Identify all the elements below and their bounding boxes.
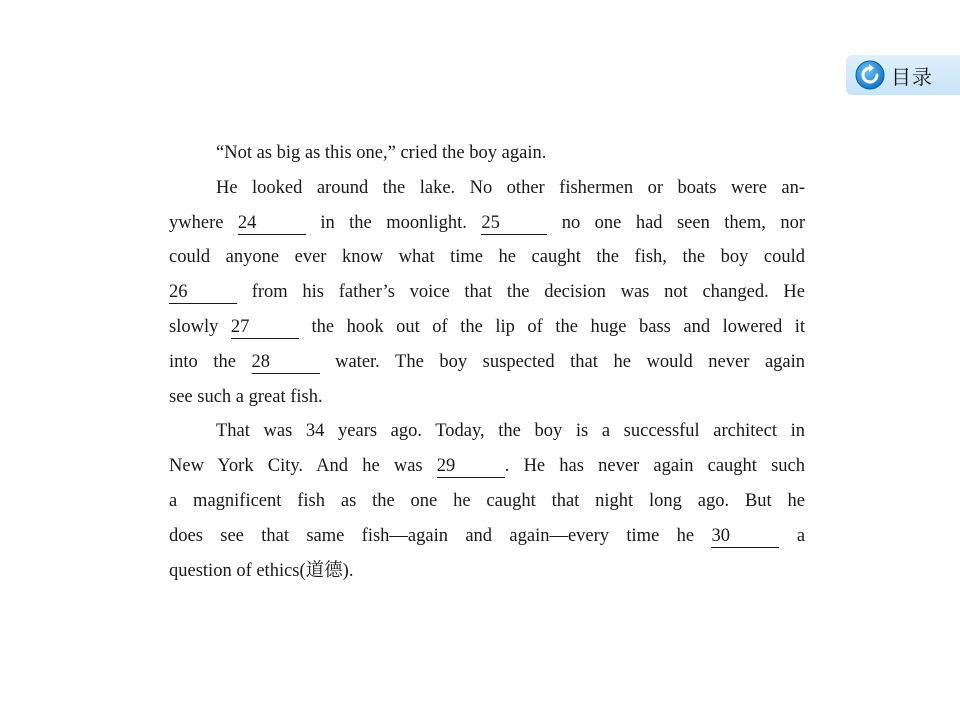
blank-24: 24 <box>238 212 306 235</box>
line-text: question of ethics(道德). <box>169 560 354 581</box>
line-text: in the moonlight. <box>320 212 467 233</box>
toc-button[interactable] <box>846 55 960 95</box>
passage-line <box>169 449 805 484</box>
line-text: . He has never again caught such <box>504 456 805 477</box>
passage-line <box>169 380 805 415</box>
line-text: ywhere <box>169 212 224 233</box>
passage-line <box>169 554 805 589</box>
passage-line <box>169 310 805 345</box>
blank-29: 29 <box>437 455 505 478</box>
blank-25: 25 <box>481 212 547 235</box>
passage-line <box>169 345 805 380</box>
passage-line <box>169 414 805 449</box>
passage-line <box>169 484 805 519</box>
line-text: water. The boy suspected that he would never again <box>335 351 806 372</box>
passage-line <box>169 136 805 171</box>
line-text: see such a great fish. <box>169 386 323 407</box>
line-text: into the <box>169 351 236 372</box>
passage-line <box>169 275 805 310</box>
passage-line <box>169 171 805 206</box>
line-text: a <box>796 525 806 546</box>
line-text: That was 34 years ago. Today, the boy is a successful architect in <box>216 421 805 442</box>
passage-line <box>169 206 805 241</box>
line-text: could anyone ever know what time he caught the fish, the boy could <box>169 247 805 268</box>
refresh-circle-icon <box>855 60 885 90</box>
blank-30: 30 <box>711 525 779 548</box>
passage-line <box>169 519 805 554</box>
line-text: the hook out of the lip of the huge bass and lowered it <box>311 316 806 337</box>
line-text: from his father’s voice that the decision was not changed. He <box>251 282 805 303</box>
line-text: “Not as big as this one,” cried the boy again. <box>216 143 547 163</box>
passage-line <box>169 240 805 275</box>
line-text: slowly <box>169 316 219 337</box>
passage-text <box>169 136 805 588</box>
blank-28: 28 <box>252 351 320 374</box>
line-text: He looked around the lake. No other fishermen or boats were an- <box>216 177 805 198</box>
blank-27: 27 <box>231 316 299 339</box>
line-text: no one had seen them, nor <box>561 212 805 233</box>
line-text: a magnificent fish as the one he caught that night long ago. But he <box>169 490 805 511</box>
toc-label: 目录 <box>891 64 933 89</box>
blank-26: 26 <box>169 281 237 304</box>
line-text: does see that same fish—again and again—every time he <box>169 525 695 546</box>
line-text: New York City. And he was <box>169 456 423 477</box>
